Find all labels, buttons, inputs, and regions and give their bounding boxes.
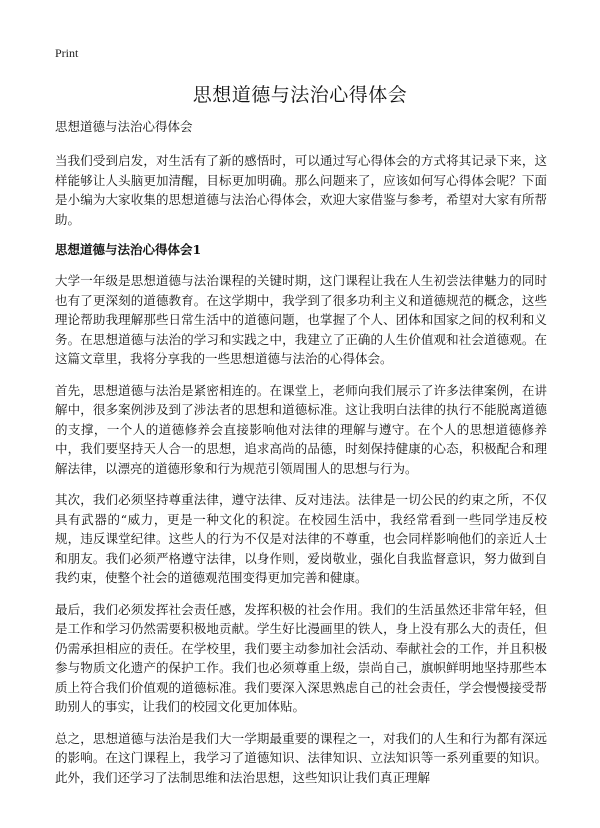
- page-title: 思想道德与法治心得体会: [192, 84, 408, 106]
- paragraph-4: 最后，我们必须发挥社会责任感，发挥积极的社会作用。我们的生活虽然还非常年轻，但是工作和学习仍然需要积极地贡献。学生好比漫画里的铁人，身上没有那么大的责任，但仍需承担相应的责任。在学校里，我们要主动参加社会活动、奉献社会的工作，并且积极参与物质文化遗产的保护工作。我们也必须尊重上级，崇尚自己，旗帜鲜明地坚持那些本质上符合我们价值观的道德标准。我们要深入深思熟虑自己的社会责任，学会慢慢接受帮助别人的事实，让我们的校园文化更加体贴。: [55, 601, 547, 714]
- paragraph-3: 其次，我们必须坚持尊重法律，遵守法律、反对违法。法律是一切公民的约束之所，不仅具有武器的“威力，更是一种文化的积淀。在校园生活中，我经常看到一些同学违反校规，违反课堂纪律。这些人的行为不仅是对法律的不尊重，也会同样影响他们的亲近人士和朋友。我们必须严格遵守法律，以身作则，爱岗敬业，强化自我监督意识，努力做到自我约束，使整个社会的道德观范围变得更加完善和健康。: [55, 492, 547, 585]
- paragraph-1: 大学一年级是思想道德与法治课程的关键时期，这门课程让我在人生初尝法律魅力的同时也有了更深刻的道德教育。在这学期中，我学到了很多功利主义和道德规范的概念，这些理论帮助我理解那些日常生活中的道德问题，也掌握了个人、团体和国家之间的权利和义务。在思想道德与法治的学习和实践之中，我建立了正确的人生价值观和社会道德观。在这篇文章里，我将分享我的一些思想道德与法治的心得体会。: [55, 273, 547, 366]
- article-subtitle: 思想道德与法治心得体会: [55, 119, 193, 134]
- print-label: Print: [55, 46, 79, 60]
- article-body: [55, 118, 547, 799]
- paragraph-5: 总之，思想道德与法治是我们大一学期最重要的课程之一，对我们的人生和行为都有深远的影响。在这门课程上，我学习了道德知识、法律知识、立法知识等一系列重要的知识。此外，我们还学习了法制思维和法治思想，这些知识让我们真正理解: [55, 730, 547, 785]
- paragraph-2: 首先，思想道德与法治是紧密相连的。在课堂上，老师向我们展示了许多法律案例，在讲解中，很多案例涉及到了涉法者的思想和道德标准。这让我明白法律的执行不能脱离道德的支撑，一个人的道德修养会直接影响他对法律的理解与遵守。在个人的思想道德修养中，我们要坚持天人合一的思想，追求高尚的品德，时刻保持健康的心态，积极配合和理解法律，以漂亮的道德形象和行为规范引领周围人的思想与行为。: [55, 382, 547, 476]
- intro-paragraph: 当我们受到启发，对生活有了新的感悟时，可以通过写心得体会的方式将其记录下来，这样能够让人头脑更加清醒，目标更加明确。那么问题来了，应该如何写心得体会呢？下面是小编为大家收集的思想道德与法治心得体会，欢迎大家借鉴与参考，希望对大家有所帮助。: [55, 153, 547, 227]
- section-heading: 思想道德与法治心得体会1: [55, 242, 202, 257]
